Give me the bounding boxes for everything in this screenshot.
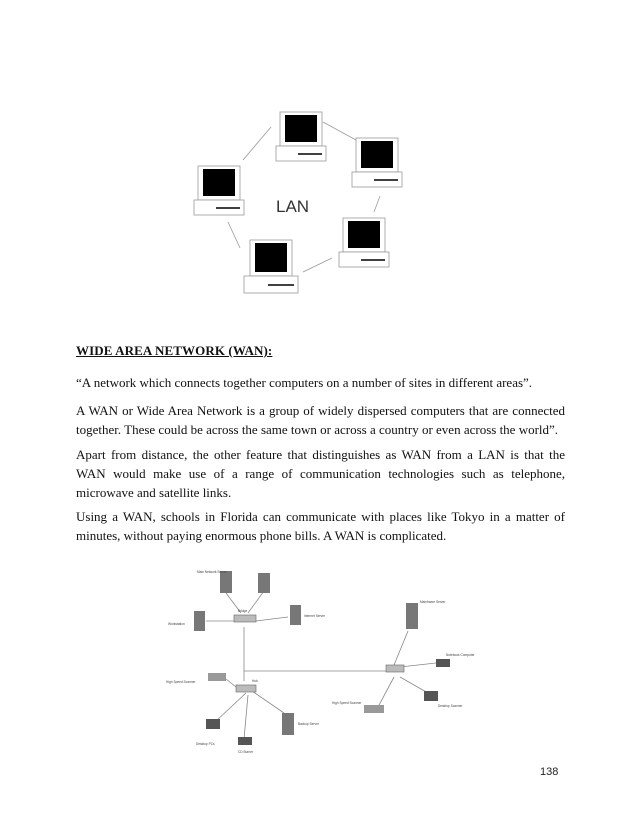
desktop-scanner-icon	[424, 691, 438, 701]
cd-burner-icon	[238, 737, 252, 745]
wan-label: Main Network Server	[197, 570, 227, 574]
wan-label: High Speed Scanner	[332, 701, 362, 705]
lan-label: LAN	[276, 197, 310, 216]
wan-label: High Speed Scanner	[166, 680, 196, 684]
wan-diagram	[156, 561, 480, 757]
bridge-icon	[234, 615, 256, 622]
hub-icon	[236, 685, 256, 692]
hub-icon	[386, 665, 404, 672]
quote-paragraph: “A network which connects together computers on a number of sites in different areas”.	[76, 375, 533, 390]
wan-label: Mainframe Server	[420, 600, 446, 604]
wan-label: Bridge	[238, 609, 248, 613]
definition-paragraph: A WAN or Wide Area Network is a group of widely dispersed computers that are connected together. These could be across the same town or across a country or even across the world”.	[76, 403, 565, 437]
lan-computer-right-bottom	[339, 218, 389, 267]
section-heading: WIDE AREA NETWORK (WAN):	[76, 343, 273, 358]
wan-label: Desktop PCs	[196, 742, 215, 746]
page-number: 138	[540, 766, 559, 778]
wan-label: Workstation	[168, 622, 185, 626]
lan-computer-left	[194, 166, 244, 215]
wan-label: Notebook Computer	[446, 653, 475, 657]
wan-label: Internet Server	[304, 614, 326, 618]
distinction-paragraph: Apart from distance, the other feature that distinguishes as WAN from a LAN is that the WAN would make use of a range of communication technologies such as telephone, microwave and satellite links.	[76, 447, 565, 500]
wan-label: Desktop Scanner	[438, 704, 463, 708]
scanner-icon	[208, 673, 226, 681]
scanner-icon	[364, 705, 384, 713]
desktop-pc-icon	[206, 719, 220, 729]
windows-server-icon	[406, 603, 418, 629]
lan-computer-right-top	[352, 138, 402, 187]
server-icon	[258, 573, 270, 593]
wan-label: Hub	[252, 679, 258, 683]
workstation-icon	[194, 611, 205, 631]
lan-diagram	[188, 100, 403, 305]
example-paragraph: Using a WAN, schools in Florida can communicate with places like Tokyo in a matter of minutes, without paying enormous phone bills. A WAN is complicated.	[76, 509, 565, 543]
lan-computer-top	[276, 112, 326, 161]
wan-label: Backup Server	[298, 722, 319, 726]
lan-computer-bottom	[244, 240, 298, 293]
wan-label: CD Burner	[238, 750, 254, 754]
notebook-icon	[436, 659, 450, 667]
internet-server-icon	[290, 605, 301, 625]
main-server-icon	[220, 571, 232, 593]
backup-server-icon	[282, 713, 294, 735]
